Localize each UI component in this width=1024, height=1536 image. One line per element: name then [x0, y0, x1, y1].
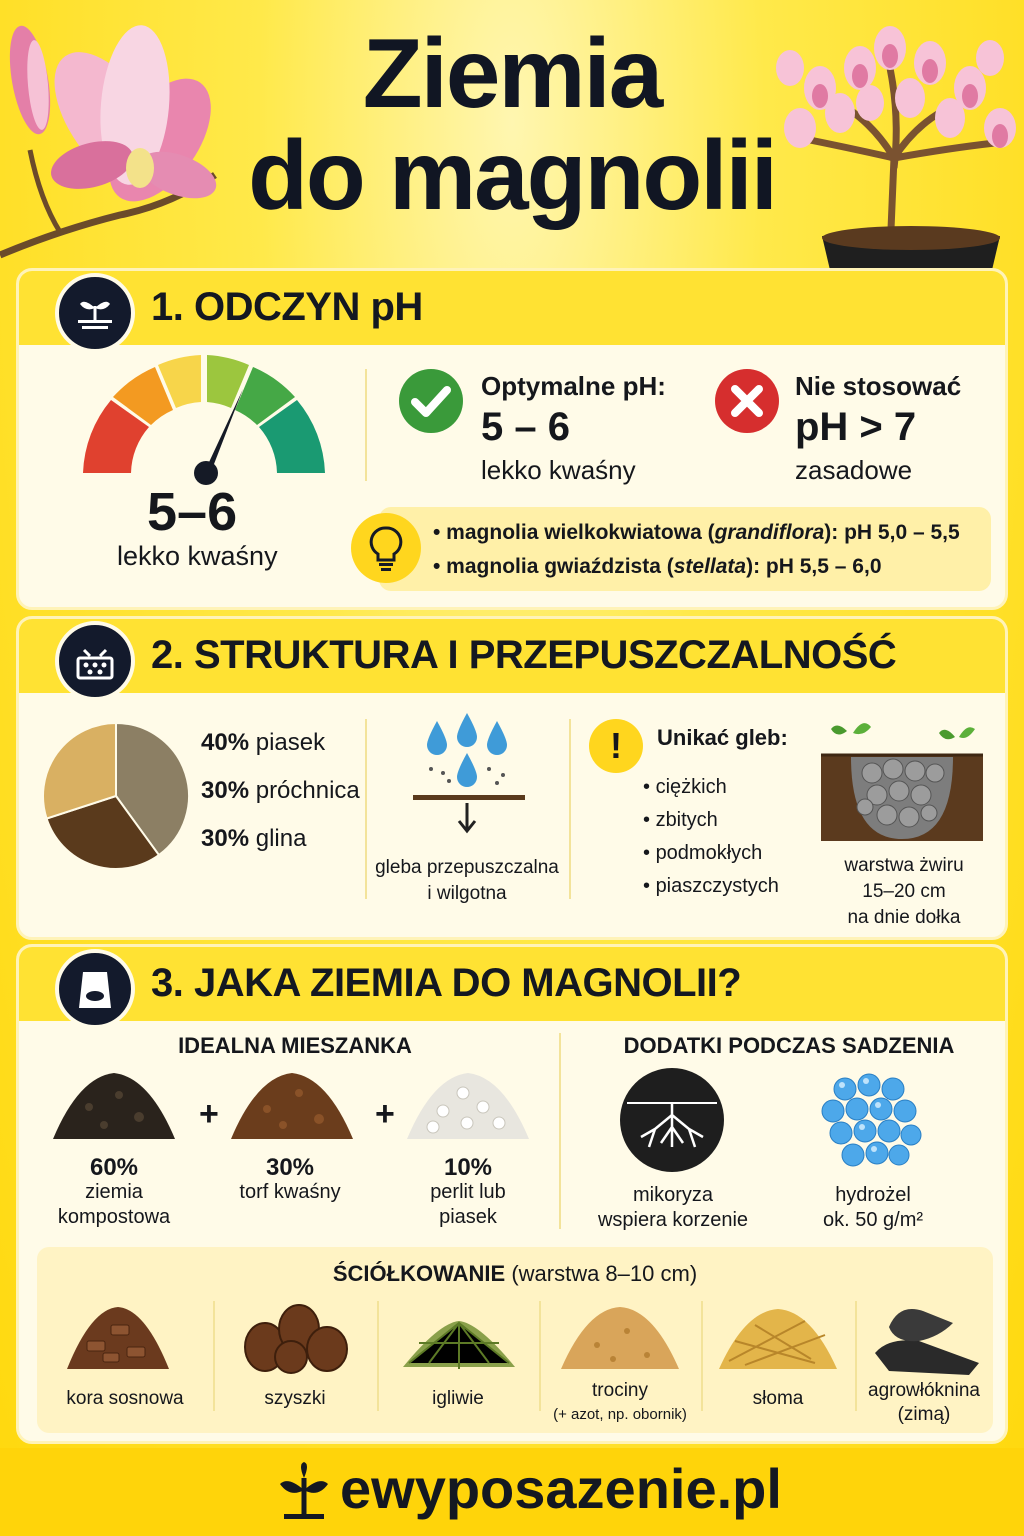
list-item-text: podmokłych [655, 842, 763, 864]
section-title: 2. STRUKTURA I PRZEPUSZCZALNOŚĆ [151, 633, 897, 677]
mulch-label: kora sosnowa [66, 1388, 184, 1409]
mulch-item [213, 1387, 377, 1411]
plus-sign: + [199, 1095, 219, 1133]
avoid-ph-label: Nie stosować [795, 371, 962, 401]
species-name: stellata [673, 555, 747, 578]
addition-item [591, 1183, 755, 1233]
caption-line: 15–20 cm [862, 881, 946, 902]
mulch-item [37, 1387, 213, 1411]
gravel-layer-illustration [817, 711, 987, 843]
divider [365, 719, 367, 899]
soil-bag-icon [55, 949, 135, 1029]
composition-pct: 30% [201, 825, 250, 852]
mix-item [39, 1155, 189, 1230]
title-line-1: Ziemia [362, 18, 662, 128]
gauge-label: lekko kwaśny [117, 541, 278, 571]
section-title: 3. JAKA ZIEMIA DO MAGNOLII? [151, 961, 742, 1005]
additions-title: DODATKI PODCZAS SADZENIA [623, 1033, 955, 1058]
list-item-text: piaszczystych [655, 875, 779, 897]
pine-bark-pile [63, 1301, 173, 1375]
section-ph [16, 268, 1008, 610]
site-url[interactable]: ewyposazenie.pl [340, 1457, 782, 1520]
mulch-label: agrowłóknina [868, 1380, 980, 1401]
mix-label: perlit lub [430, 1181, 506, 1203]
section-structure [16, 616, 1008, 940]
mulch-item [539, 1379, 701, 1427]
mix-item [393, 1155, 543, 1230]
list-item-text: ciężkich [655, 776, 727, 798]
composition-item [201, 825, 306, 853]
mulch-label: słoma [752, 1388, 804, 1409]
species-name: grandiflora [714, 521, 825, 544]
section-title: 1. ODCZYN pH [151, 285, 423, 329]
divider [365, 369, 367, 481]
tip-text: • magnolia gwiaździsta ( [433, 555, 674, 578]
divider [569, 719, 571, 899]
avoid-soils-title: Unikać gleb: [657, 725, 788, 750]
addition-label: wspiera korzenie [597, 1209, 749, 1231]
peat-pile [227, 1067, 357, 1147]
sprout-icon [55, 273, 135, 353]
mix-label: ziemia [85, 1181, 143, 1203]
cross-icon [713, 367, 781, 435]
list-item: • zbitych [643, 809, 718, 831]
list-item: • podmokłych [643, 842, 763, 864]
list-item: • ciężkich [643, 776, 727, 798]
mycorrhiza-roots-icon [619, 1067, 725, 1173]
caption-line: gleba przepuszczalna [375, 857, 559, 878]
mix-title: IDEALNA MIESZANKA [178, 1033, 412, 1058]
tip-grandiflora [433, 521, 960, 545]
addition-label: mikoryza [632, 1184, 713, 1206]
tip-text: • magnolia wielkokwiatowa ( [433, 521, 715, 544]
addition-item [791, 1183, 955, 1233]
gravel-caption [809, 853, 999, 931]
title-line-2: do magnolii [248, 120, 776, 230]
agrotextile-roll [869, 1297, 985, 1377]
tip-text: ): pH 5,5 – 6,0 [746, 555, 882, 578]
hydrogel-beads-icon [815, 1069, 927, 1173]
list-item-text: zbitych [655, 809, 718, 831]
mulch-title-main: ŚCIÓŁKOWANIE [332, 1261, 506, 1286]
soil-structure-icon [55, 621, 135, 701]
optimal-ph-value: 5 – 6 [481, 405, 570, 449]
tip-stellata [433, 555, 882, 579]
composition-name: próchnica [255, 777, 360, 804]
addition-label: ok. 50 g/m² [822, 1209, 924, 1231]
divider [559, 1033, 561, 1229]
caption-line: i wilgotna [427, 883, 507, 904]
mulch-title [37, 1261, 993, 1287]
mulch-item [377, 1387, 539, 1411]
pine-needles [399, 1303, 519, 1373]
gauge-value: 5–6 [147, 482, 238, 542]
composition-pct: 30% [201, 777, 250, 804]
mix-pct: 30% [265, 1154, 315, 1181]
mulching-box [37, 1247, 993, 1433]
caption-line: na dnie dołka [847, 907, 961, 928]
composition-name: piasek [255, 729, 326, 756]
mix-pct: 10% [443, 1154, 493, 1181]
mix-pct: 60% [89, 1154, 139, 1181]
mix-label: torf kwaśny [239, 1181, 341, 1203]
mix-label: kompostowa [57, 1206, 171, 1228]
compost-soil-pile [49, 1067, 179, 1147]
avoid-ph-desc: zasadowe [795, 455, 913, 485]
mulch-label: szyszki [264, 1388, 326, 1409]
page-title [180, 18, 844, 230]
avoid-ph-value: pH > 7 [795, 405, 917, 449]
mulch-title-note: (warstwa 8–10 cm) [511, 1261, 698, 1286]
composition-item [201, 729, 325, 757]
warning-icon: ! [589, 719, 643, 773]
mix-label: piasek [439, 1206, 497, 1228]
composition-name: glina [255, 825, 307, 852]
tip-text: ): pH 5,0 – 5,5 [824, 521, 960, 544]
mulch-item [701, 1387, 855, 1411]
water-drops-icon [409, 711, 529, 841]
sawdust-pile [557, 1301, 683, 1375]
plant-logo-icon [274, 1460, 334, 1522]
straw-pile [715, 1301, 841, 1375]
soil-composition-pie [41, 721, 191, 871]
mulch-label: igliwie [432, 1388, 484, 1409]
mulch-item [855, 1379, 993, 1427]
section-soil-mix [16, 944, 1008, 1444]
mulch-note: (zimą) [897, 1404, 951, 1425]
list-item: • piaszczystych [643, 875, 779, 897]
pine-cones [235, 1299, 355, 1375]
caption-line: warstwa żwiru [844, 855, 964, 876]
check-icon [397, 367, 465, 435]
perlite-pile [403, 1067, 533, 1147]
addition-label: hydrożel [835, 1184, 911, 1206]
mix-item [215, 1155, 365, 1205]
optimal-ph-desc: lekko kwaśny [481, 455, 636, 485]
avoid-soils-list [643, 771, 779, 903]
composition-item [201, 777, 360, 805]
plus-sign: + [375, 1095, 395, 1133]
lightbulb-icon [351, 513, 421, 583]
mulch-note: (+ azot, np. obornik) [553, 1406, 687, 1423]
drainage-caption [369, 855, 565, 907]
composition-pct: 40% [201, 729, 250, 756]
mulch-label: trociny [592, 1380, 648, 1401]
optimal-ph-label: Optymalne pH: [481, 371, 666, 401]
